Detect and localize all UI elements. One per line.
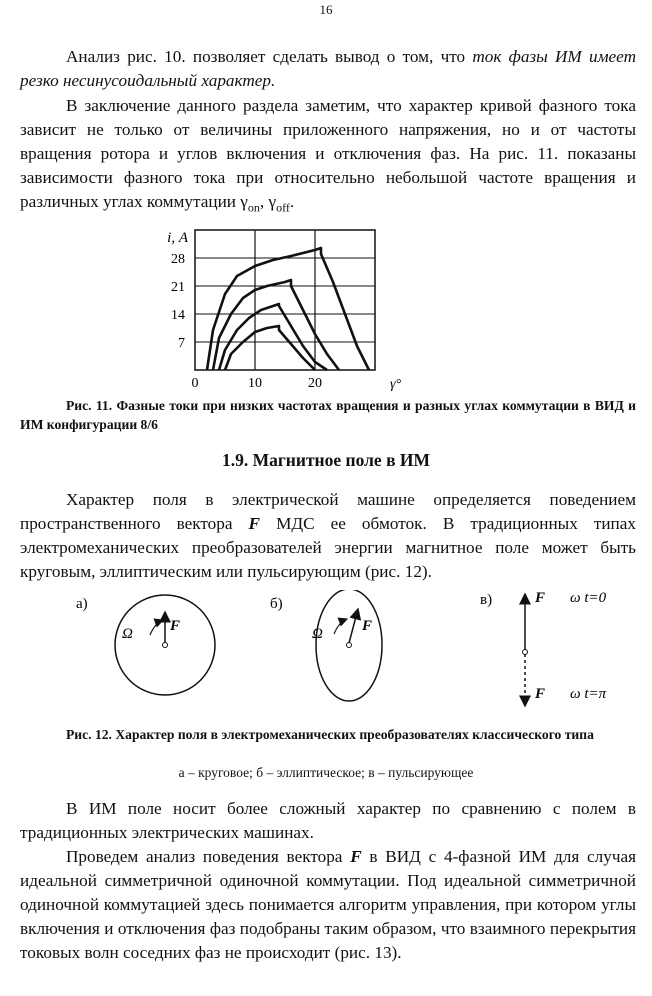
paragraph-1-text: Анализ рис. 10. позволяет сделать вывод о том, что bbox=[66, 47, 473, 66]
f-label-bottom: F bbox=[535, 686, 546, 702]
figure-12-caption: Рис. 12. Характер поля в электромеханических преобразователях классического типа bbox=[66, 727, 594, 742]
f-label-a: F bbox=[170, 618, 181, 634]
x-tick-label: 20 bbox=[308, 376, 322, 391]
f-label-top: F bbox=[535, 590, 546, 606]
omega-label-a: Ω bbox=[122, 626, 133, 642]
center-point-a bbox=[163, 643, 168, 648]
paragraph-3-text-b: МДС ее обмоток. В традиционных типах электромеханических преобразователей энергии магнитное поле может быть круговым, эллиптическим или пульсирующим (рис. 12). bbox=[20, 514, 636, 581]
gamma-on-symbol: γ bbox=[240, 192, 248, 211]
series-line-2 bbox=[213, 280, 339, 370]
center-point-v bbox=[523, 650, 528, 655]
label-a: а) bbox=[76, 596, 88, 612]
series-line-1 bbox=[207, 248, 369, 370]
omega-t0-label: ω t=0 bbox=[570, 590, 607, 606]
vector-f-symbol: F bbox=[248, 514, 261, 533]
y-tick-label: 21 bbox=[171, 280, 185, 295]
paragraph-2-end: . bbox=[289, 192, 295, 211]
paragraph-2 bbox=[20, 94, 636, 219]
y-tick-label: 14 bbox=[171, 308, 185, 323]
y-tick-label: 7 bbox=[178, 336, 185, 351]
center-point-b bbox=[347, 643, 352, 648]
omega-tpi-label: ω t=π bbox=[570, 686, 607, 702]
gamma-separator: , bbox=[259, 192, 269, 211]
x-tick-label: 10 bbox=[248, 376, 262, 391]
gamma-off-symbol: γ bbox=[268, 192, 277, 211]
x-tick-label: 0 bbox=[191, 376, 199, 391]
label-b: б) bbox=[270, 596, 283, 612]
paragraph-1-italic: ток фазы ИМ имеет резко несинусоидальный характер. bbox=[20, 47, 636, 90]
section-title: 1.9. Магнитное поле в ИМ bbox=[221, 450, 431, 470]
figure-11-chart bbox=[0, 220, 652, 395]
series-line-4 bbox=[225, 326, 315, 370]
y-tick-label: 28 bbox=[171, 252, 185, 267]
paragraph-3-text-a: Характер поля в электрической машине определяется поведением пространственного вектора bbox=[20, 490, 636, 533]
vector-f-symbol-2: F bbox=[350, 847, 362, 866]
page-number: 16 bbox=[319, 2, 333, 17]
paragraph-2-text: В заключение данного раздела заметим, что характер кривой фазного тока зависит не только от величины приложенного напряжения, но и от частоты вращения ротора и углов включения и отключения фаз. На рис. 11. показаны зависимости фазного тока при относительно небольшой частоте вращения и различных углах коммутации bbox=[20, 96, 636, 211]
gamma-on-subscript: on bbox=[247, 200, 260, 215]
rotation-arrow-b bbox=[334, 619, 347, 634]
label-v: в) bbox=[480, 592, 493, 608]
figure-12-diagram bbox=[0, 590, 652, 710]
paragraph-3 bbox=[20, 488, 636, 584]
paragraph-4: В ИМ поле носит более сложный характер по сравнению с полем в традиционных электрических машинах. bbox=[20, 799, 636, 842]
vector-f-arrow-b bbox=[349, 609, 358, 643]
figure-11-caption: Рис. 11. Фазные токи при низких частотах вращения и разных углах коммутации в ВИД и ИМ конфигурации 8/6 bbox=[20, 398, 636, 432]
paragraph-5-text-b: в ВИД с 4-фазной ИМ для случая идеальной симметричной одиночной коммутации. Под идеальной симметричной одиночной коммутацией здесь понимается алгоритм управления, при котором углы включения и отключения фаз подобраны таким образом, что взаимного перекрытия токовых волн соседних фаз не происходит (рис. 13). bbox=[20, 847, 636, 962]
paragraph-1 bbox=[20, 45, 636, 93]
x-axis-label: γ° bbox=[390, 377, 402, 392]
y-axis-label: i, А bbox=[167, 230, 188, 246]
x-tick-labels bbox=[192, 376, 323, 391]
rotation-arrow-a bbox=[150, 620, 163, 635]
gamma-off-subscript: off bbox=[276, 200, 290, 215]
paragraph-5 bbox=[20, 845, 636, 965]
paragraph-5-text-a: Проведем анализ поведения вектора bbox=[66, 847, 351, 866]
figure-12-subcaption: а – круговое; б – эллиптическое; в – пульсирующее bbox=[178, 765, 474, 780]
omega-label-b: Ω bbox=[312, 626, 323, 642]
y-tick-labels bbox=[171, 252, 185, 351]
chart-series bbox=[207, 248, 369, 370]
f-label-b: F bbox=[362, 618, 373, 634]
